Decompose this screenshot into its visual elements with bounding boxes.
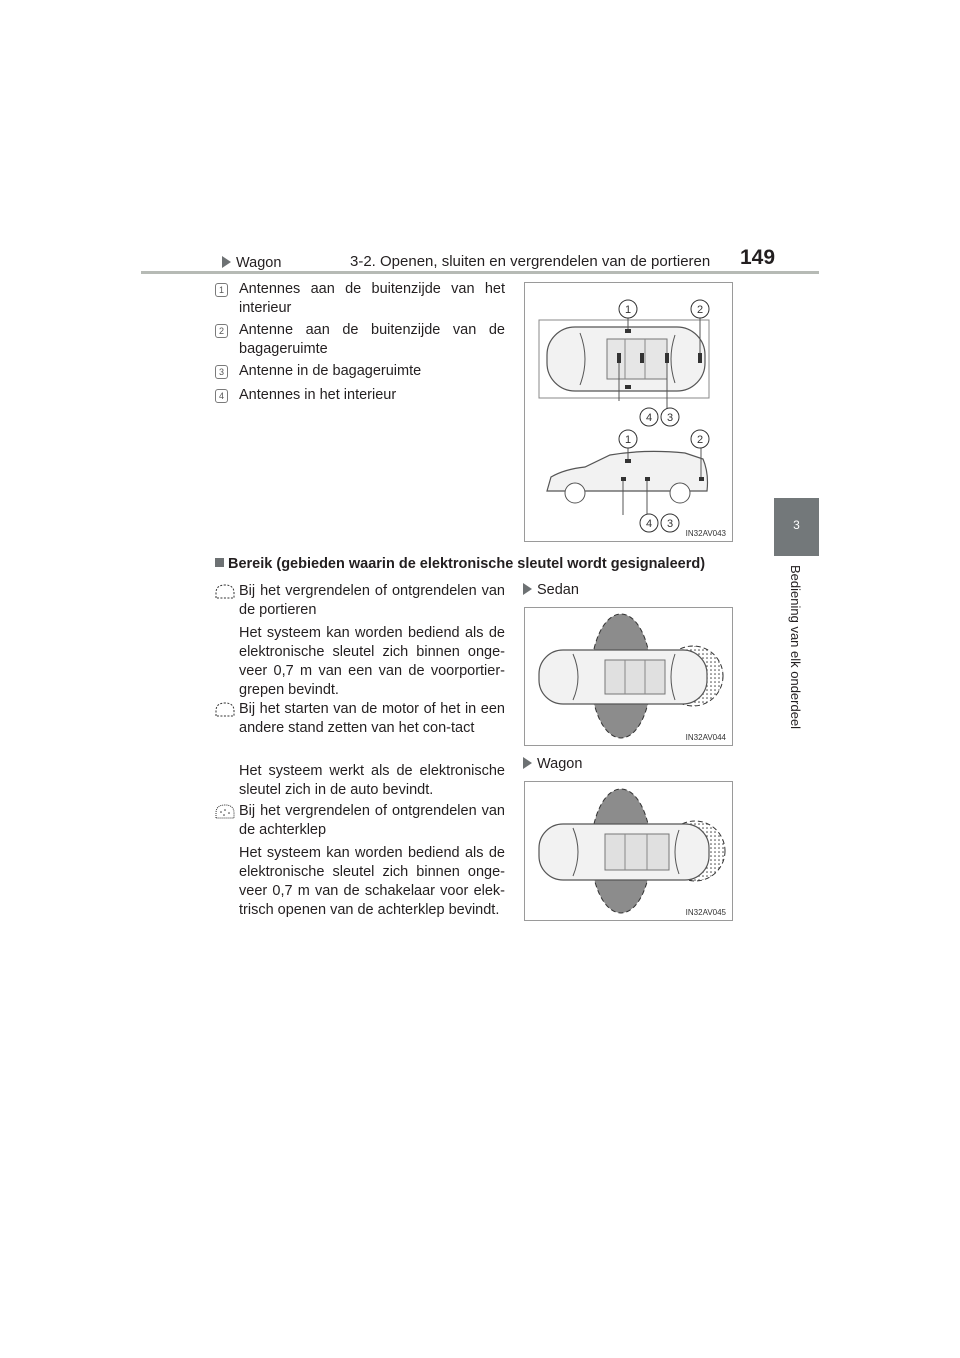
figure-callout: 1 <box>624 434 632 446</box>
range-item-1-title: Bij het vergrendelen of ontgrendelen van de portieren <box>239 583 505 618</box>
chapter-title-vertical <box>788 565 808 755</box>
range-item-2-text: Het systeem werkt als de elektronische sleutel zich in de auto bevindt. <box>239 763 505 798</box>
figure-callout: 1 <box>624 304 632 316</box>
number-1-icon: 1 <box>215 283 228 297</box>
antenna-location-figure <box>524 282 733 542</box>
chapter-number: 3 <box>793 518 800 532</box>
square-bullet-icon <box>215 558 224 567</box>
range-section-heading-text: Bereik (gebieden waarin de elektronische sleutel wordt gesignaleerd) <box>228 556 706 572</box>
range-item-2-title: Bij het starten van de motor of het in een andere stand zetten van het con-tact <box>239 701 505 736</box>
figure-callout: 3 <box>666 518 674 530</box>
range-item-3-title: Bij het vergrendelen of ontgrendelen van de achterklep <box>239 803 505 838</box>
figure-callout: 3 <box>666 412 674 424</box>
range-zone-tailgate-icon <box>214 804 236 819</box>
triangle-bullet-icon <box>222 256 231 268</box>
sedan-label: Sedan <box>537 582 579 598</box>
antenna-item-1: Antennes aan de buitenzijde van het interieur <box>239 281 505 316</box>
number-3-icon: 3 <box>215 365 228 379</box>
figure-callout: 2 <box>696 434 704 446</box>
header-rule <box>141 271 819 274</box>
page-header-title: 3-2. Openen, sluiten en vergrendelen van de portieren <box>350 253 711 270</box>
number-4-icon: 4 <box>215 389 228 403</box>
figure-id: IN32AV045 <box>685 908 726 917</box>
wagon-subheading <box>222 255 281 271</box>
figure-callout: 2 <box>696 304 704 316</box>
wagon-range-subheading <box>523 756 582 772</box>
number-2-icon: 2 <box>215 324 228 338</box>
page-number: 149 <box>740 246 776 269</box>
figure-id: IN32AV043 <box>685 529 726 538</box>
wagon-range-label: Wagon <box>537 756 583 772</box>
figure-callout: 4 <box>645 412 653 424</box>
antenna-item-2: Antenne aan de buitenzijde van de bagageruimte <box>239 322 505 357</box>
range-item-3-text: Het systeem kan worden bediend als de elektronische sleutel zich binnen onge-veer 0,7 m van de schakelaar voor elek-trisch openen van de achterklep bevindt. <box>239 845 505 918</box>
chapter-title: Bediening van elk onderdeel <box>788 565 803 730</box>
range-zone-door-icon <box>214 584 236 599</box>
triangle-bullet-icon <box>523 583 532 595</box>
triangle-bullet-icon <box>523 757 532 769</box>
antenna-item-4: Antennes in het interieur <box>239 387 397 403</box>
antenna-item-3: Antenne in de bagageruimte <box>239 363 422 379</box>
range-section-heading <box>215 556 705 572</box>
wagon-range-diagram <box>525 782 732 920</box>
range-zone-cabin-icon <box>214 702 236 717</box>
sedan-range-figure <box>524 607 733 746</box>
figure-id: IN32AV044 <box>685 733 726 742</box>
figure-callout: 4 <box>645 518 653 530</box>
wagon-subheading-label: Wagon <box>236 255 282 271</box>
wagon-range-figure <box>524 781 733 921</box>
range-item-1-text: Het systeem kan worden bediend als de elektronische sleutel zich binnen onge-veer 0,7 m van een van de voorportier-grepen bevindt. <box>239 625 505 698</box>
sedan-subheading <box>523 582 579 598</box>
antenna-diagram <box>525 283 732 541</box>
sedan-range-diagram <box>525 608 732 745</box>
